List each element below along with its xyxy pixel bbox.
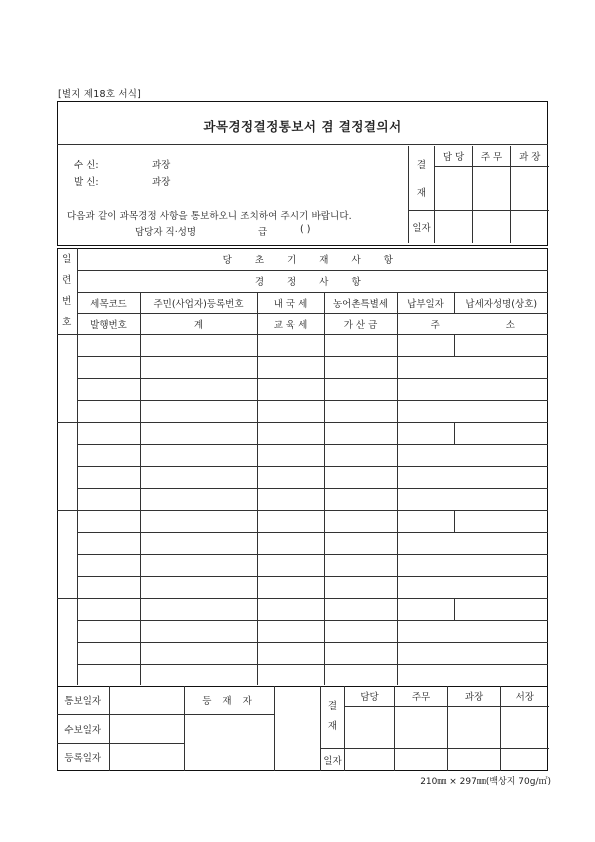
- table-cell[interactable]: [454, 510, 548, 532]
- sender-label: 발 신:: [74, 177, 99, 188]
- table-cell[interactable]: [140, 598, 257, 620]
- document-title: 과목경정결정통보서 겸 결정결의서: [203, 119, 402, 134]
- bottom-approval-table: [320, 686, 549, 771]
- col-issue-number: 발행번호: [77, 313, 140, 334]
- table-cell[interactable]: [324, 576, 397, 598]
- table-cell[interactable]: [324, 334, 397, 356]
- table-cell[interactable]: [140, 576, 257, 598]
- table-cell[interactable]: [140, 400, 257, 422]
- col-total: 계: [140, 313, 257, 334]
- table-cell[interactable]: [77, 466, 140, 488]
- table-cell[interactable]: [397, 444, 548, 466]
- table-cell[interactable]: [140, 378, 257, 400]
- table-cell[interactable]: [454, 422, 548, 444]
- table-cell[interactable]: [77, 444, 140, 466]
- table-cell[interactable]: [397, 510, 454, 532]
- table-cell[interactable]: [324, 510, 397, 532]
- bottom-approval-col-jumu: 주무: [395, 686, 448, 706]
- table-cell[interactable]: [397, 620, 548, 642]
- table-cell[interactable]: [257, 444, 324, 466]
- col-domestic-tax: 내 국 세: [257, 292, 324, 313]
- table-cell[interactable]: [257, 642, 324, 664]
- table-cell[interactable]: [324, 422, 397, 444]
- paper-size-note: 210㎜ × 297㎜(백상지 70g/㎡): [420, 777, 551, 787]
- approval-side-label: 결 재: [409, 146, 435, 210]
- bottom-approval-col-gwajang: 과장: [448, 686, 501, 706]
- table-cell[interactable]: [324, 356, 397, 378]
- table-cell[interactable]: [257, 620, 324, 642]
- table-cell[interactable]: [397, 576, 548, 598]
- table-cell[interactable]: [324, 488, 397, 510]
- table-cell[interactable]: [257, 576, 324, 598]
- notice-date-label: 통보일자: [57, 686, 109, 714]
- table-cell[interactable]: [140, 334, 257, 356]
- bottom-approval-col-seojang: 서장: [501, 686, 549, 706]
- original-entry-header: 당 초 기 재 사 항: [77, 248, 548, 270]
- correction-header: 경 정 사 항: [77, 270, 548, 292]
- bottom-approval-col-damdang: 담당: [345, 686, 395, 706]
- table-cell[interactable]: [77, 488, 140, 510]
- col-education-tax: 교 육 세: [257, 313, 324, 334]
- table-cell[interactable]: [324, 620, 397, 642]
- table-cell[interactable]: [140, 444, 257, 466]
- grade-label: 급: [258, 227, 268, 238]
- table-cell[interactable]: [324, 444, 397, 466]
- bottom-approval-date[interactable]: [501, 748, 549, 771]
- registration-date-value[interactable]: [109, 743, 184, 771]
- table-cell[interactable]: [77, 400, 140, 422]
- table-cell[interactable]: [140, 510, 257, 532]
- table-cell[interactable]: [397, 488, 548, 510]
- bottom-approval-sign[interactable]: [501, 706, 549, 748]
- table-cell[interactable]: [257, 422, 324, 444]
- table-cell[interactable]: [140, 664, 257, 685]
- table-cell[interactable]: [257, 510, 324, 532]
- table-cell[interactable]: [77, 598, 140, 620]
- table-cell[interactable]: [397, 598, 454, 620]
- group-serial-cell[interactable]: [57, 510, 77, 598]
- table-cell[interactable]: [77, 334, 140, 356]
- form-reference: [별지 제18호 서식]: [58, 89, 142, 100]
- table-cell[interactable]: [397, 532, 548, 554]
- table-cell[interactable]: [324, 664, 397, 685]
- approval-col-jumu: 주 무: [473, 146, 511, 166]
- table-cell[interactable]: [77, 664, 140, 685]
- table-cell[interactable]: [140, 620, 257, 642]
- main-table: [57, 248, 548, 685]
- approval-col-damdang: 담 당: [435, 146, 473, 166]
- bottom-approval-sign[interactable]: [395, 706, 448, 748]
- registrar-sign[interactable]: [184, 714, 274, 771]
- notice-date-value[interactable]: [109, 686, 184, 714]
- sender-value: 과장: [152, 177, 171, 188]
- col-rural-special-tax: 농어촌특별세: [324, 292, 397, 313]
- table-cell[interactable]: [454, 334, 548, 356]
- bottom-approval-date[interactable]: [448, 748, 501, 771]
- group-serial-cell[interactable]: [57, 334, 77, 422]
- table-cell[interactable]: [140, 356, 257, 378]
- approval-sign-gwajang[interactable]: [511, 166, 549, 210]
- table-cell[interactable]: [77, 356, 140, 378]
- table-cell[interactable]: [140, 422, 257, 444]
- bottom-approval-sign[interactable]: [345, 706, 395, 748]
- table-cell[interactable]: [397, 334, 454, 356]
- table-cell[interactable]: [257, 356, 324, 378]
- col-penalty: 가 산 금: [324, 313, 397, 334]
- group-serial-cell[interactable]: [57, 422, 77, 510]
- table-cell[interactable]: [324, 554, 397, 576]
- table-cell[interactable]: [324, 466, 397, 488]
- table-cell[interactable]: [397, 378, 548, 400]
- table-cell[interactable]: [140, 488, 257, 510]
- approval-col-gwajang: 과 장: [511, 146, 549, 166]
- table-cell[interactable]: [324, 642, 397, 664]
- group-serial-cell[interactable]: [57, 598, 77, 685]
- table-cell[interactable]: [324, 378, 397, 400]
- bottom-approval-date-label: 일자: [321, 748, 345, 771]
- serial-number-label: 일 련 번 호: [57, 248, 77, 334]
- table-cell[interactable]: [77, 620, 140, 642]
- approval-date-jumu[interactable]: [473, 210, 511, 243]
- col-address: 주 소: [397, 313, 548, 334]
- table-cell[interactable]: [77, 510, 140, 532]
- table-cell[interactable]: [257, 334, 324, 356]
- approval-date-gwajang[interactable]: [511, 210, 549, 243]
- receipt-date-value[interactable]: [109, 714, 184, 743]
- table-cell[interactable]: [397, 422, 454, 444]
- title-divider: [57, 144, 548, 145]
- table-cell[interactable]: [257, 466, 324, 488]
- table-cell[interactable]: [324, 598, 397, 620]
- approval-sign-damdang[interactable]: [435, 166, 473, 210]
- table-cell[interactable]: [77, 422, 140, 444]
- table-cell[interactable]: [257, 378, 324, 400]
- table-cell[interactable]: [257, 532, 324, 554]
- approval-date-label: 일자: [409, 210, 435, 243]
- bottom-left-table: [57, 686, 275, 771]
- table-cell[interactable]: [397, 642, 548, 664]
- recipient-value: 과장: [152, 160, 171, 171]
- bottom-approval-sign[interactable]: [448, 706, 501, 748]
- recipient-label: 수 신:: [74, 160, 99, 171]
- bottom-approval-date[interactable]: [345, 748, 395, 771]
- table-cell[interactable]: [397, 554, 548, 576]
- registrar-label: 등 재 자: [184, 686, 274, 714]
- approval-date-damdang[interactable]: [435, 210, 473, 243]
- table-cell[interactable]: [257, 554, 324, 576]
- bottom-approval-date[interactable]: [395, 748, 448, 771]
- table-cell[interactable]: [397, 466, 548, 488]
- officer-label: 담당자 직·성명: [135, 227, 197, 238]
- table-cell[interactable]: [397, 664, 548, 685]
- table-cell[interactable]: [77, 378, 140, 400]
- approval-sign-jumu[interactable]: [473, 166, 511, 210]
- col-taxpayer-name: 납세자성명(상호): [454, 292, 548, 313]
- table-cell[interactable]: [397, 356, 548, 378]
- table-cell[interactable]: [140, 554, 257, 576]
- col-payment-date: 납부일자: [397, 292, 454, 313]
- table-cell[interactable]: [257, 488, 324, 510]
- table-cell[interactable]: [324, 400, 397, 422]
- table-cell[interactable]: [140, 642, 257, 664]
- table-cell[interactable]: [140, 532, 257, 554]
- officer-paren: ( ): [300, 224, 311, 235]
- approval-table-top: [408, 146, 549, 243]
- receipt-date-label: 수보일자: [57, 714, 109, 743]
- col-tax-code: 세목코드: [77, 292, 140, 313]
- table-cell[interactable]: [257, 400, 324, 422]
- table-cell[interactable]: [257, 598, 324, 620]
- table-cell[interactable]: [77, 554, 140, 576]
- col-registration-number: 주민(사업자)등록번호: [140, 292, 257, 313]
- table-cell[interactable]: [454, 598, 548, 620]
- table-cell[interactable]: [324, 532, 397, 554]
- table-cell[interactable]: [77, 576, 140, 598]
- table-cell[interactable]: [140, 466, 257, 488]
- table-cell[interactable]: [77, 532, 140, 554]
- table-cell[interactable]: [397, 400, 548, 422]
- bottom-approval-side-label: 결 재: [321, 686, 345, 748]
- notice-message: 다음과 같이 과목경정 사항을 통보하오니 조치하여 주시기 바랍니다.: [67, 211, 352, 222]
- registration-date-label: 등록일자: [57, 743, 109, 771]
- table-cell[interactable]: [257, 664, 324, 685]
- table-cell[interactable]: [77, 642, 140, 664]
